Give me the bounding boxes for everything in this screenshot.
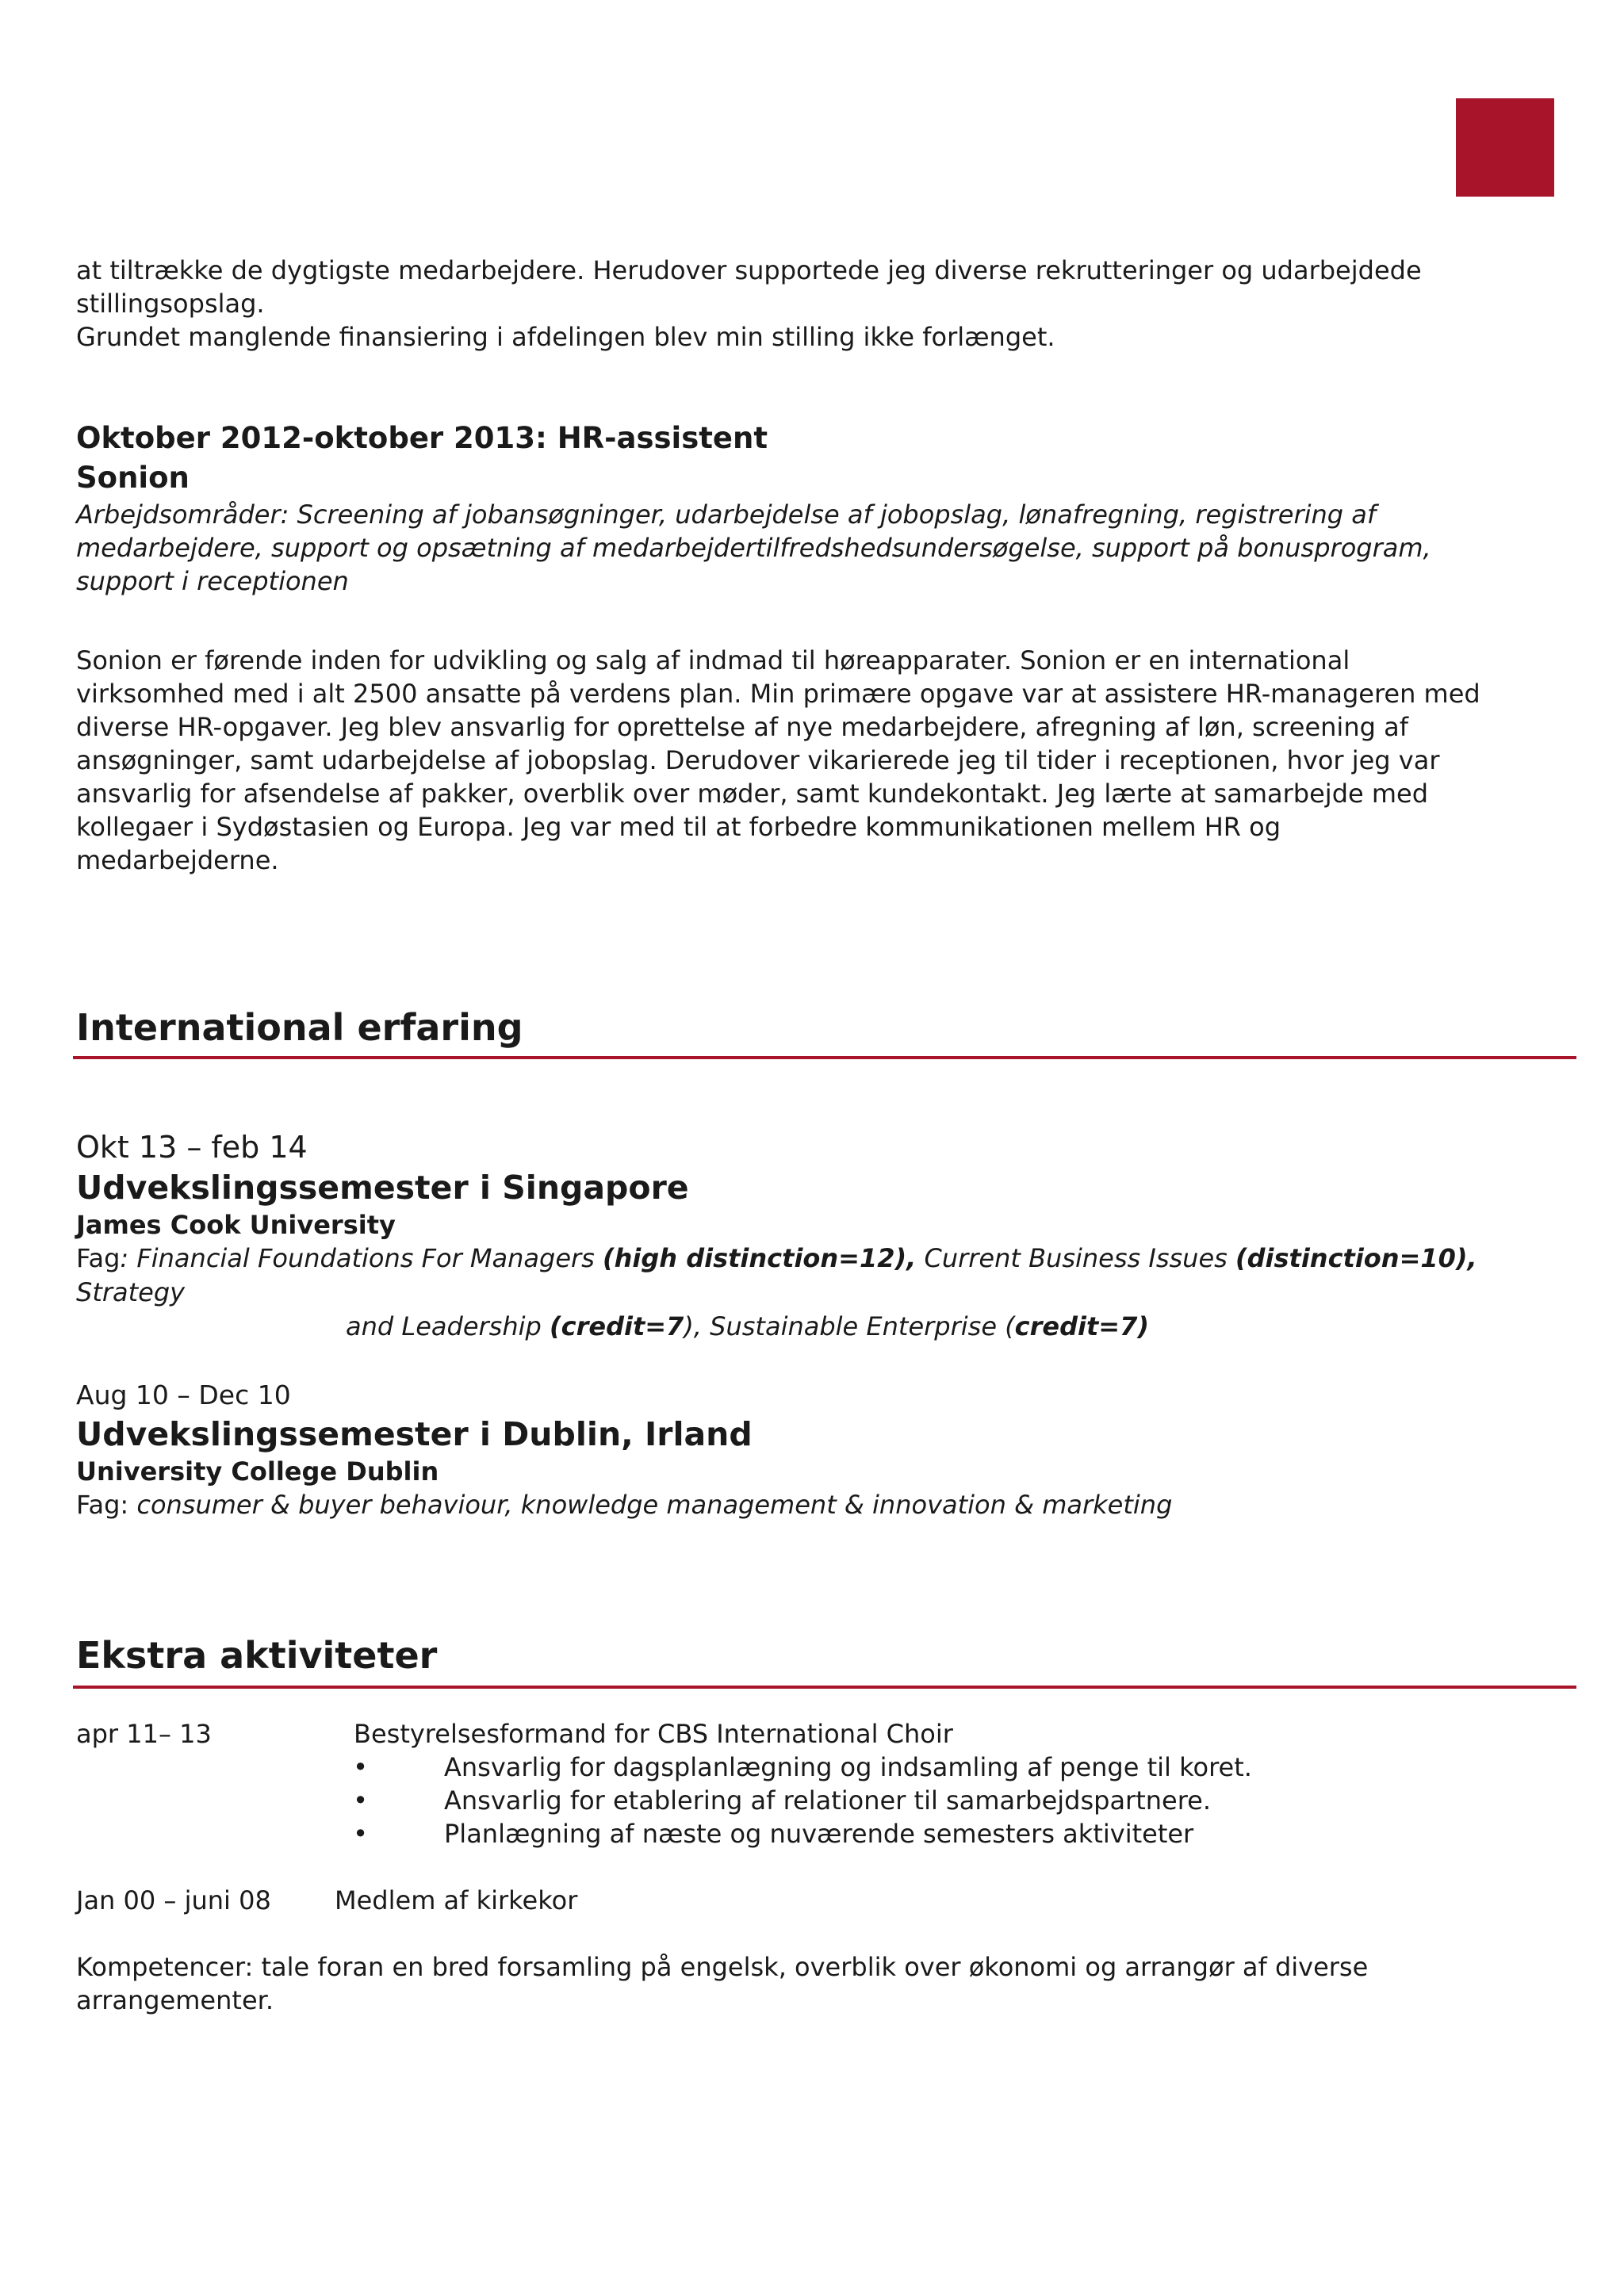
activity-row [76, 1717, 1583, 1751]
course-name: and Leadership [346, 1311, 550, 1341]
course-name: Financial Foundations For Managers [128, 1243, 603, 1273]
job-areas-line: support i receptionen [76, 566, 349, 596]
bullet-glyph: • [353, 1819, 368, 1849]
intro-line: stillingsopslag. [76, 289, 265, 319]
job-areas-line: medarbejdere, support og opsætning af medarbejdertilfredshedsundersøgelse, support på bonusprogram, [76, 533, 1431, 563]
activity-church [76, 1884, 1583, 1917]
exchange-date: Okt 13 – feb 14 [76, 1130, 308, 1165]
section-heading: Ekstra aktiviteter [76, 1634, 438, 1677]
exchange-courses [76, 1488, 1583, 1522]
activity-role: Bestyrelsesformand for CBS International Choir [354, 1719, 953, 1749]
cv-page [76, 254, 1583, 2017]
list-item [76, 1784, 1583, 1817]
job-description-line: medarbejderne. [76, 845, 279, 875]
course-grade: credit=7) [1014, 1311, 1149, 1341]
job-description-line: diverse HR-opgaver. Jeg blev ansvarlig for oprettelse af nye medarbejdere, afregning af løn, screening af [76, 712, 1408, 742]
job-description-line: ansvarlig for afsendelse af pakker, overblik over møder, samt kundekontakt. Jeg lærte at samarbejde med [76, 779, 1429, 809]
job-description-line: kollegaer i Sydøstasien og Europa. Jeg var med til at forbedre kommunikationen mellem HR og [76, 812, 1281, 842]
exchange-date: Aug 10 – Dec 10 [76, 1380, 291, 1410]
activity-bullets [76, 1751, 1583, 1850]
bullet-text: Ansvarlig for dagsplanlægning og indsamling af penge til koret. [444, 1752, 1252, 1782]
fag-label: Fag: [76, 1490, 129, 1520]
job-areas [76, 498, 1583, 598]
intro-line: at tiltrække de dygtigste medarbejdere. Herudover supportede jeg diverse rekrutteringer og udarbejdede [76, 255, 1422, 285]
course-name: Strategy [76, 1277, 186, 1307]
course-grade: (credit=7 [549, 1311, 684, 1341]
bullet-text: Ansvarlig for etablering af relationer til samarbejdspartnere. [444, 1785, 1212, 1816]
list-item [76, 1751, 1583, 1784]
course-grade: (high distinction=12), [603, 1243, 917, 1273]
fag-label: Fag [76, 1243, 121, 1273]
job-description-line: virksomhed med i alt 2500 ansatte på verdens plan. Min primære opgave var at assistere HR-manageren med [76, 679, 1480, 709]
competences-line: arrangementer. [76, 1985, 274, 2015]
activity-date: apr 11– 13 [76, 1719, 212, 1749]
exchange-courses [76, 1242, 1583, 1310]
exchange-dublin [76, 1377, 1583, 1522]
bullet-glyph: • [353, 1785, 368, 1816]
list-item [76, 1817, 1583, 1850]
job-description-line: Sonion er førende inden for udvikling og salg af indmad til høreapparater. Sonion er en international [76, 645, 1350, 675]
job-areas-line: Arbejdsområder: Screening af jobansøgninger, udarbejdelse af jobopslag, lønafregning, registrering af [76, 499, 1377, 530]
intro-line: Grundet manglende finansiering i afdelingen blev min stilling ikke forlænget. [76, 322, 1055, 352]
job-entry [76, 419, 1583, 877]
fag-colon: : [120, 1243, 129, 1273]
competences-line: Kompetencer: tale foran en bred forsamling på engelsk, overblik over økonomi og arrangør af diverse [76, 1952, 1369, 1982]
course-list: consumer & buyer behaviour, knowledge management & innovation & marketing [128, 1490, 1173, 1520]
activity-role: Medlem af kirkekor [335, 1885, 578, 1915]
exchange-university: University College Dublin [76, 1456, 439, 1487]
bullet-glyph: • [353, 1752, 368, 1782]
exchange-singapore [76, 1127, 1583, 1344]
activity-choir [76, 1717, 1583, 1850]
competences [76, 1950, 1583, 2017]
job-description-line: ansøgninger, samt udarbejdelse af jobopslag. Derudover vikarierede jeg til tider i receptionen, hvor jeg var [76, 745, 1440, 775]
course-name: Current Business Issues [916, 1243, 1235, 1273]
exchange-title: Udvekslingssemester i Singapore [76, 1169, 689, 1207]
section-heading: International erfaring [76, 1006, 523, 1049]
section-extra [76, 1632, 1583, 2017]
course-name: ), Sustainable Enterprise ( [684, 1311, 1015, 1341]
exchange-title: Udvekslingssemester i Dublin, Irland [76, 1415, 753, 1453]
job-company: Sonion [76, 461, 190, 495]
course-grade: (distinction=10), [1235, 1243, 1477, 1273]
section-international [76, 1004, 1583, 1522]
exchange-courses-cont [76, 1310, 1583, 1344]
bullet-text: Planlægning af næste og nuværende semesters aktiviteter [444, 1819, 1194, 1849]
job-title: Oktober 2012-oktober 2013: HR-assistent [76, 421, 768, 455]
exchange-university: James Cook University [76, 1210, 396, 1240]
brand-square [1456, 98, 1554, 197]
activity-date: Jan 00 – juni 08 [76, 1885, 271, 1915]
intro-paragraph [76, 254, 1583, 354]
job-description [76, 644, 1583, 877]
